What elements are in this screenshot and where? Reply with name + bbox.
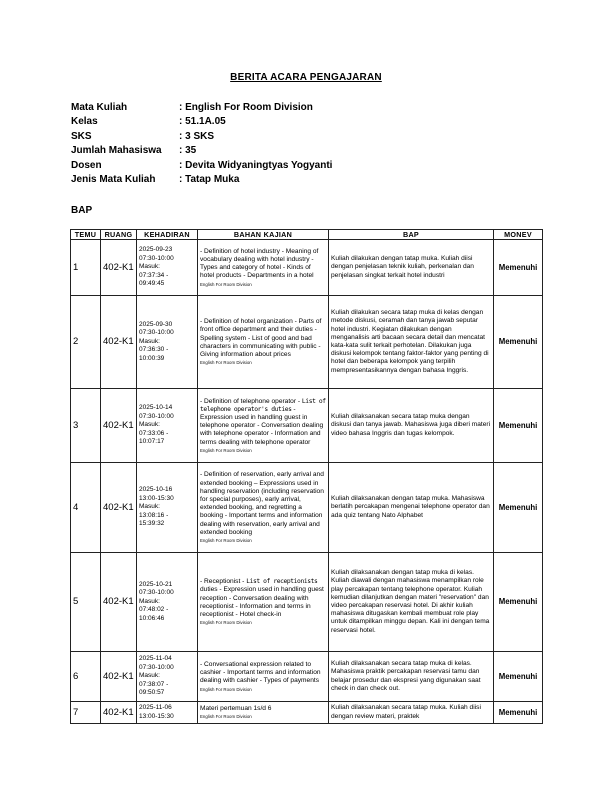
column-header-monev: MONEV xyxy=(494,230,543,240)
meta-row-students xyxy=(71,144,332,159)
cell-bap: Kuliah dilakukan secara tatap muka di kelas dengan metode diskusi, ceramah dan tanya jawab seputar hotel industri. Kegiatan dilakukan dengan menganalisis arti bacaan secara detail dan mencatat kata-kata sulit terkait perhotelan. Dilakukan juga diskusi kelompok tentang faktor-faktor yang penting di hotel dan beberapa kelompok yang terpilih mempresentasikannya dengan bahasa Inggris. xyxy=(329,296,494,389)
cell-bahan-kajian xyxy=(198,702,329,724)
kajian-text: - Definition of reservation, early arrival and extended booking – Expressions used in handling reservation (including reservation for special purposes), early arrival, extended booking, and regretting a booking - Important terms and information dealing with reservation, early arrival and extended booking xyxy=(200,471,324,536)
cell-bahan-kajian xyxy=(198,463,329,553)
section-title: BAP xyxy=(71,205,93,216)
kajian-course-label: English For Room Division xyxy=(200,538,252,544)
cell-bap: Kuliah dilakukan dengan tatap muka. Kuliah diisi dengan penjelasan teknik kuliah, perkenalan dan penjelasan singkat terkait hotel industri xyxy=(329,240,494,296)
column-header-bap: BAP xyxy=(329,230,494,240)
cell-temu: 1 xyxy=(71,240,101,296)
cell-kehadiran: 2025-09-23 07:30-10:00 Masuk: 07:37:34 - 09:49:45 xyxy=(137,240,198,296)
kajian-text-highlight: List of telephone operator's duties xyxy=(200,397,326,413)
cell-temu: 5 xyxy=(71,553,101,652)
cell-monev: Memenuhi xyxy=(494,296,543,389)
column-header-bahan-kajian: BAHAN KAJIAN xyxy=(198,230,329,240)
kajian-course-label: English For Room Division xyxy=(200,714,252,720)
meta-value: : 51.1A.05 xyxy=(179,116,226,128)
kajian-course-label: English For Room Division xyxy=(200,281,252,287)
cell-monev: Memenuhi xyxy=(494,240,543,296)
cell-kehadiran: 2025-10-14 07:30-10:00 Masuk: 07:33:06 - 10:07:17 xyxy=(137,389,198,463)
cell-ruang: 402-K1 xyxy=(101,463,137,553)
cell-bap: Kuliah dilaksanakan dengan tatap muka. Mahasiswa berlatih percakapan mengenai telephone operator dan ada quiz tentang Nato Alphabet xyxy=(329,463,494,553)
cell-temu: 3 xyxy=(71,389,101,463)
table-row xyxy=(71,389,543,463)
cell-ruang: 402-K1 xyxy=(101,702,137,724)
cell-ruang: 402-K1 xyxy=(101,553,137,652)
meta-label: Mata Kuliah xyxy=(71,101,128,113)
meta-value: : English For Room Division xyxy=(179,101,313,113)
kajian-text-pre: - Definition of telephone operator - xyxy=(200,397,302,405)
cell-monev: Memenuhi xyxy=(494,463,543,553)
meta-label: Dosen xyxy=(71,159,102,171)
cell-ruang: 402-K1 xyxy=(101,652,137,702)
kajian-text: duties - Expression used in handling guest reception - Conversation dealing with receptionist - Information and terms in receptionist - Hotel check-in xyxy=(200,586,324,619)
cell-kehadiran: 2025-11-06 13:00-15:30 xyxy=(137,702,198,724)
kajian-text: Materi pertemuan 1s/d 6 xyxy=(200,705,272,713)
cell-temu: 2 xyxy=(71,296,101,389)
column-header-ruang: RUANG xyxy=(101,230,137,240)
column-header-temu: TEMU xyxy=(71,230,101,240)
cell-temu: 6 xyxy=(71,652,101,702)
meta-row-course-type xyxy=(71,173,332,188)
cell-bahan-kajian xyxy=(198,553,329,652)
course-info xyxy=(71,100,332,187)
meta-label: Jenis Mata Kuliah xyxy=(71,174,156,186)
cell-bahan-kajian xyxy=(198,296,329,389)
cell-monev: Memenuhi xyxy=(494,553,543,652)
meta-row-course xyxy=(71,100,332,115)
cell-temu: 4 xyxy=(71,463,101,553)
kajian-text-pre: - Receptionist - xyxy=(200,578,247,586)
kajian-text: - Definition of hotel industry - Meaning of vocabulary dealing with hotel industry - Types and category of hotel - Kinds of hotel products - Departments in a hotel xyxy=(200,247,319,280)
kajian-text: - Definition of hotel organization - Parts of front office department and their duties - Spelling system - List of good and bad characters in communicating with public - Giving information about prices xyxy=(200,318,322,359)
meta-label: SKS xyxy=(71,130,92,142)
cell-bap: Kuliah dilaksanakan secara tatap muka dengan diskusi dan tanya jawab. Mahasiswa juga diberi materi video bahasa Inggris dan tugas kelompok. xyxy=(329,389,494,463)
cell-monev: Memenuhi xyxy=(494,652,543,702)
meta-value: : Tatap Muka xyxy=(179,174,240,186)
cell-kehadiran: 2025-10-16 13:00-15:30 Masuk: 13:08:16 - 15:39:32 xyxy=(137,463,198,553)
table-row xyxy=(71,240,543,296)
meta-row-class xyxy=(71,115,332,130)
kajian-course-label: English For Room Division xyxy=(200,620,252,626)
meta-value: : Devita Widyaningtyas Yogyanti xyxy=(179,159,333,171)
meta-value: : 35 xyxy=(179,145,197,157)
table-row xyxy=(71,652,543,702)
column-header-kehadiran: KEHADIRAN xyxy=(137,230,198,240)
table-row xyxy=(71,702,543,724)
cell-temu: 7 xyxy=(71,702,101,724)
kajian-text-highlight: List of receptionists xyxy=(246,578,318,586)
cell-monev: Memenuhi xyxy=(494,389,543,463)
cell-monev: Memenuhi xyxy=(494,702,543,724)
table-row xyxy=(71,553,543,652)
cell-bahan-kajian xyxy=(198,389,329,463)
cell-kehadiran: 2025-10-21 07:30-10:00 Masuk: 07:48:02 - 10:06:46 xyxy=(137,553,198,652)
meta-row-credits xyxy=(71,129,332,144)
table-body xyxy=(71,240,543,724)
cell-ruang: 402-K1 xyxy=(101,389,137,463)
kajian-course-label: English For Room Division xyxy=(200,360,252,366)
cell-bahan-kajian xyxy=(198,240,329,296)
table-row xyxy=(71,463,543,553)
cell-bahan-kajian xyxy=(198,652,329,702)
cell-kehadiran: 2025-11-04 07:30-10:00 Masuk: 07:38:07 - 09:50:57 xyxy=(137,652,198,702)
meta-row-lecturer xyxy=(71,158,332,173)
meta-label: Kelas xyxy=(71,116,98,128)
bap-table xyxy=(70,229,543,724)
kajian-text: - Expression used in handling guest in telephone operator - Conversation dealing with telephone operator - Information and terms dealing with telephone operator xyxy=(200,405,324,446)
table-row xyxy=(71,296,543,389)
table-header-row xyxy=(71,230,543,240)
document-title: BERITA ACARA PENGAJARAN xyxy=(230,72,382,83)
cell-kehadiran: 2025-09-30 07:30-10:00 Masuk: 07:36:30 - 10:00:39 xyxy=(137,296,198,389)
meta-label: Jumlah Mahasiswa xyxy=(71,145,162,157)
cell-bap: Kuliah dilaksanakan secara tatap muka di kelas. Mahasiswa praktik percakapan reservasi tamu dan belajar prosedur dan ekspresi yang digunakan saat check in dan check out. xyxy=(329,652,494,702)
cell-bap: Kuliah dilaksanakan dengan tatap muka di kelas. Kuliah diawali dengan mahasiswa menampilkan role play percakapan tentang telephone operator. Kuliah kemudian dilanjutkan dengan materi "reservation" dan video percakapan reservasi hotel. Di akhir kuliah mahasiswa ditugaskan kembali membuat role play untuk ditampilkan minggu depan. Kali ini dengan tema reservasi hotel. xyxy=(329,553,494,652)
cell-ruang: 402-K1 xyxy=(101,240,137,296)
kajian-course-label: English For Room Division xyxy=(200,447,252,453)
cell-bap: Kuliah dilaksanakan secara tatap muka. Kuliah diisi dengan review materi, praktek xyxy=(329,702,494,724)
kajian-course-label: English For Room Division xyxy=(200,686,252,692)
meta-value: : 3 SKS xyxy=(179,130,215,142)
kajian-text: - Conversational expression related to cashier - Important terms and information dealing with cashier - Types of payments xyxy=(200,660,321,685)
cell-ruang: 402-K1 xyxy=(101,296,137,389)
